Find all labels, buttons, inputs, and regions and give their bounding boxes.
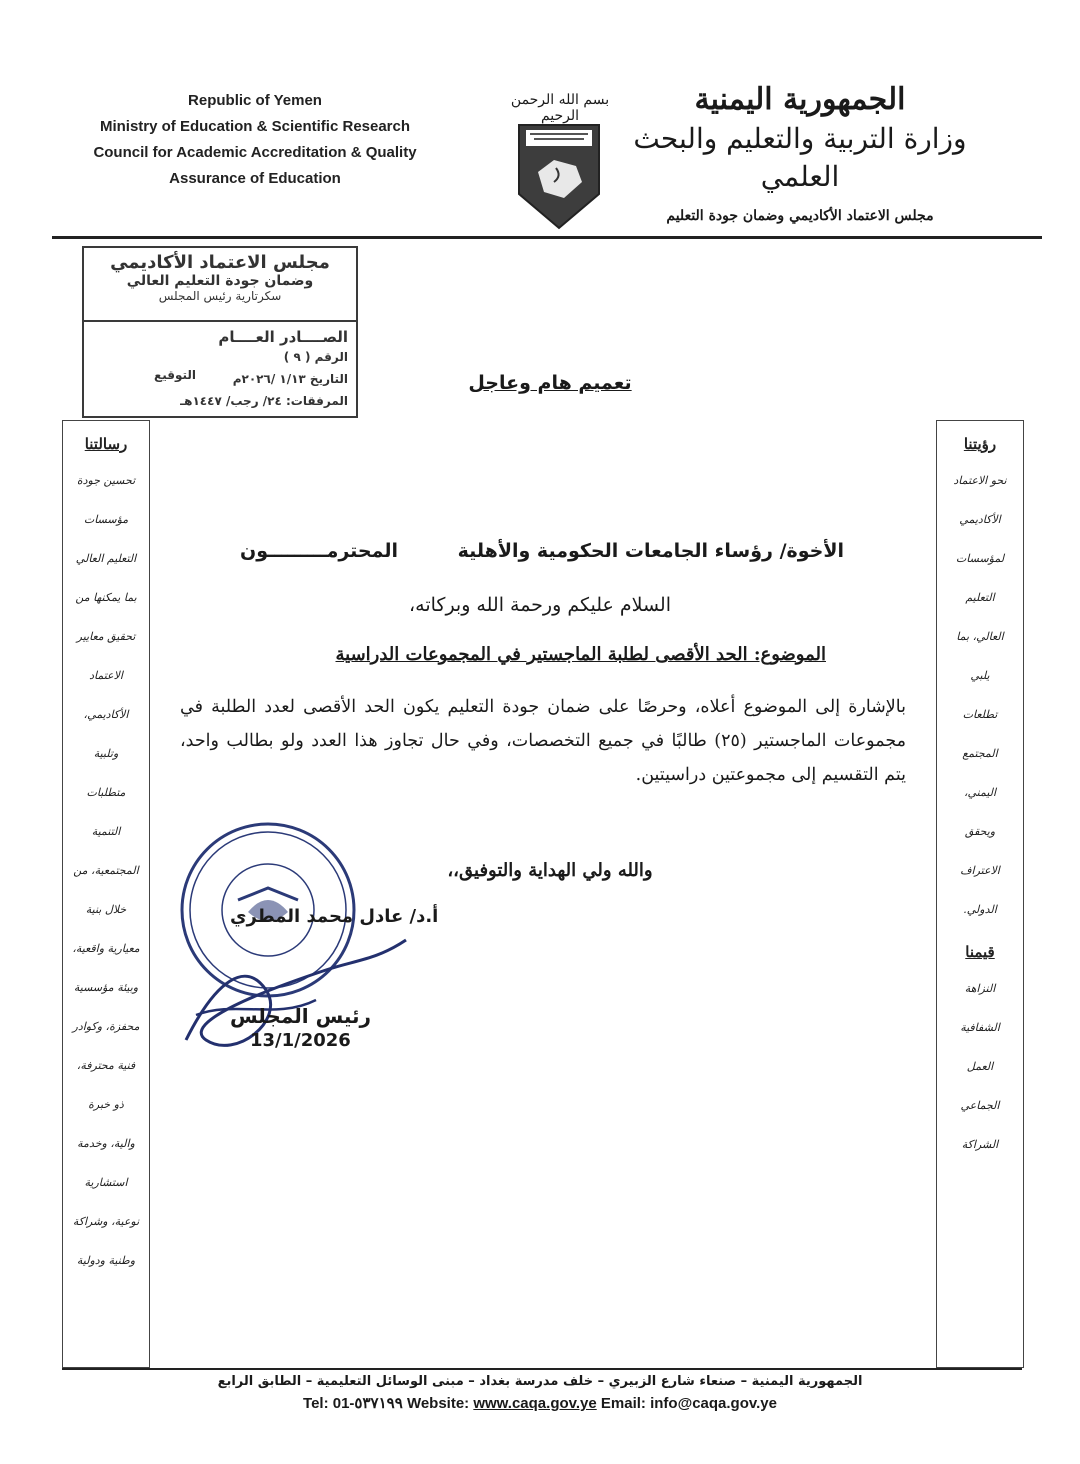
stamp-line2: وضمان جودة التعليم العالي <box>126 273 314 289</box>
mission-item: بما يمكنها من <box>75 591 137 604</box>
en-head-line: Republic of Yemen <box>188 92 322 109</box>
mission-item: فنية محترفة، <box>76 1059 136 1072</box>
en-head-line: Council for Academic Accreditation & Quality <box>93 144 417 161</box>
value-item: النزاهة <box>964 982 996 995</box>
mission-item: معيارية واقعية، <box>72 942 140 955</box>
mission-item: مؤسسات <box>83 513 129 526</box>
sign-date: 13/1/2026 <box>250 1030 351 1051</box>
mission-item: ذو خبرة <box>88 1098 124 1111</box>
stamp-inner-box <box>84 320 356 416</box>
mission-column <box>62 420 150 1368</box>
vision-item: الأكاديمي <box>959 513 1001 526</box>
vision-item: الدولي. <box>963 903 997 916</box>
mission-item: نوعية، وشراكة <box>72 1215 140 1228</box>
footer-website-label: Website: <box>406 1395 470 1412</box>
en-head-line: Ministry of Education & Scientific Research <box>99 118 411 135</box>
footer-website-link[interactable]: www.caqa.gov.ye <box>473 1395 597 1412</box>
mission-item: تحسين جودة <box>76 474 136 487</box>
stamp-line3: سكرتارية رئيس المجلس <box>158 289 282 303</box>
handwritten-signature-icon <box>176 920 416 1080</box>
vision-item: لمؤسسات <box>955 552 1005 565</box>
stamp-signature-label: التوقيع <box>154 368 196 382</box>
stamp-line1: مجلس الاعتماد الأكاديمي <box>110 252 330 273</box>
value-item: الجماعي <box>960 1099 1000 1112</box>
vision-heading: رؤيتنا <box>963 435 997 453</box>
stamp-date: التاريخ ١/١٣ /٢٠٢٦م <box>232 372 348 386</box>
arabic-letterhead <box>610 80 990 224</box>
stamp-attachments: المرفقات: ٢٤/ رجب/ ١٤٤٧هـ <box>180 394 348 408</box>
mission-item: وتلبية <box>93 747 119 760</box>
ar-head-council: مجلس الاعتماد الأكاديمي وضمان جودة التعليم <box>666 208 934 224</box>
vision-item: تطلعات <box>962 708 998 721</box>
footer-tel: Tel: 01-٥٣٧١٩٩ <box>303 1395 403 1412</box>
basmala: بسم الله الرحمن الرحيم <box>510 92 610 124</box>
stamp-number: الرقم ( ٩ ) <box>283 350 348 364</box>
memo-title: تعميم هام وعاجل <box>468 372 632 394</box>
closing-line: والله ولي الهداية والتوفيق،، <box>447 860 653 881</box>
header-divider <box>52 236 1042 239</box>
footer-address: الجمهورية اليمنية – صنعاء شارع الزبيري – خلف مدرسة بغداد – مبنى الوسائل التعليمية – الطابق الرابع <box>217 1374 863 1389</box>
value-item: العمل <box>966 1060 994 1073</box>
ar-head-republic: الجمهورية اليمنية <box>694 82 906 117</box>
greeting: السلام عليكم ورحمة الله وبركاته، <box>409 594 671 616</box>
registry-stamp <box>82 246 358 418</box>
english-letterhead <box>60 88 450 192</box>
ar-head-ministry: وزارة التربية والتعليم والبحث العلمي <box>633 122 967 193</box>
stamp-issued: الصــــادر العــــام <box>218 328 348 346</box>
vision-item: يلبي <box>970 669 990 682</box>
mission-item: استشارية <box>84 1176 128 1189</box>
vision-item: الاعتراف <box>960 864 1000 877</box>
values-heading: قيمنا <box>965 943 995 961</box>
vision-item: التعليم <box>965 591 995 604</box>
footer-email: Email: info@caqa.gov.ye <box>600 1395 777 1412</box>
mission-item: المجتمعية، من <box>73 864 139 877</box>
vision-item: نحو الاعتماد <box>953 474 1007 487</box>
letter-body: بالإشارة إلى الموضوع أعلاه، وحرصًا على ضمان جودة التعليم يكون الحد الأقصى لعدد الطلبة في مجموعات الماجستير (٢٥) طالبًا في جميع التخصصات، وفي حال تجاوز هذا العدد ولو بطالب واحد، يتم التقسيم إلى مجموعتين دراسيتين. <box>180 697 906 785</box>
en-head-line: Assurance of Education <box>169 170 341 187</box>
mission-heading: رسالتنا <box>84 435 128 453</box>
footer-divider <box>62 1368 1022 1370</box>
mission-item: متطلبات <box>86 786 126 799</box>
vision-item: ويحقق <box>964 825 996 838</box>
vision-item: المجتمع <box>962 747 998 760</box>
mission-item: الأكاديمي، <box>83 708 129 721</box>
vision-item: العالي، بما <box>956 630 1004 643</box>
mission-item: التعليم العالي <box>75 552 137 565</box>
respected-label: المحترمـــــــــون <box>240 540 398 562</box>
council-logo-icon <box>516 122 602 232</box>
signer-title: رئيس المجلس <box>230 1004 372 1028</box>
mission-item: الاعتماد <box>89 669 123 682</box>
mission-item: خلال بنية <box>85 903 127 916</box>
mission-item: وبيئة مؤسسية <box>73 981 139 994</box>
vision-column <box>936 420 1024 1368</box>
mission-item: والية، وخدمة <box>77 1137 135 1150</box>
vision-item: اليمني، <box>963 786 997 799</box>
value-item: الشفافية <box>960 1021 1000 1034</box>
mission-item: تحقيق معايير <box>76 630 136 643</box>
value-item: الشراكة <box>961 1138 999 1151</box>
subject-line: الموضوع: الحد الأقصى لطلبة الماجستير في المجموعات الدراسية <box>335 644 826 665</box>
signer-name: أ.د/ عادل محمد المطري <box>230 906 439 927</box>
mission-item: التنمية <box>91 825 121 838</box>
footer-contacts <box>180 1394 900 1412</box>
mission-item: وطنية ودولية <box>76 1254 136 1267</box>
addressee: الأخوة/ رؤساء الجامعات الحكومية والأهلية <box>457 540 844 562</box>
mission-item: محفزة، وكوادر <box>72 1020 140 1033</box>
